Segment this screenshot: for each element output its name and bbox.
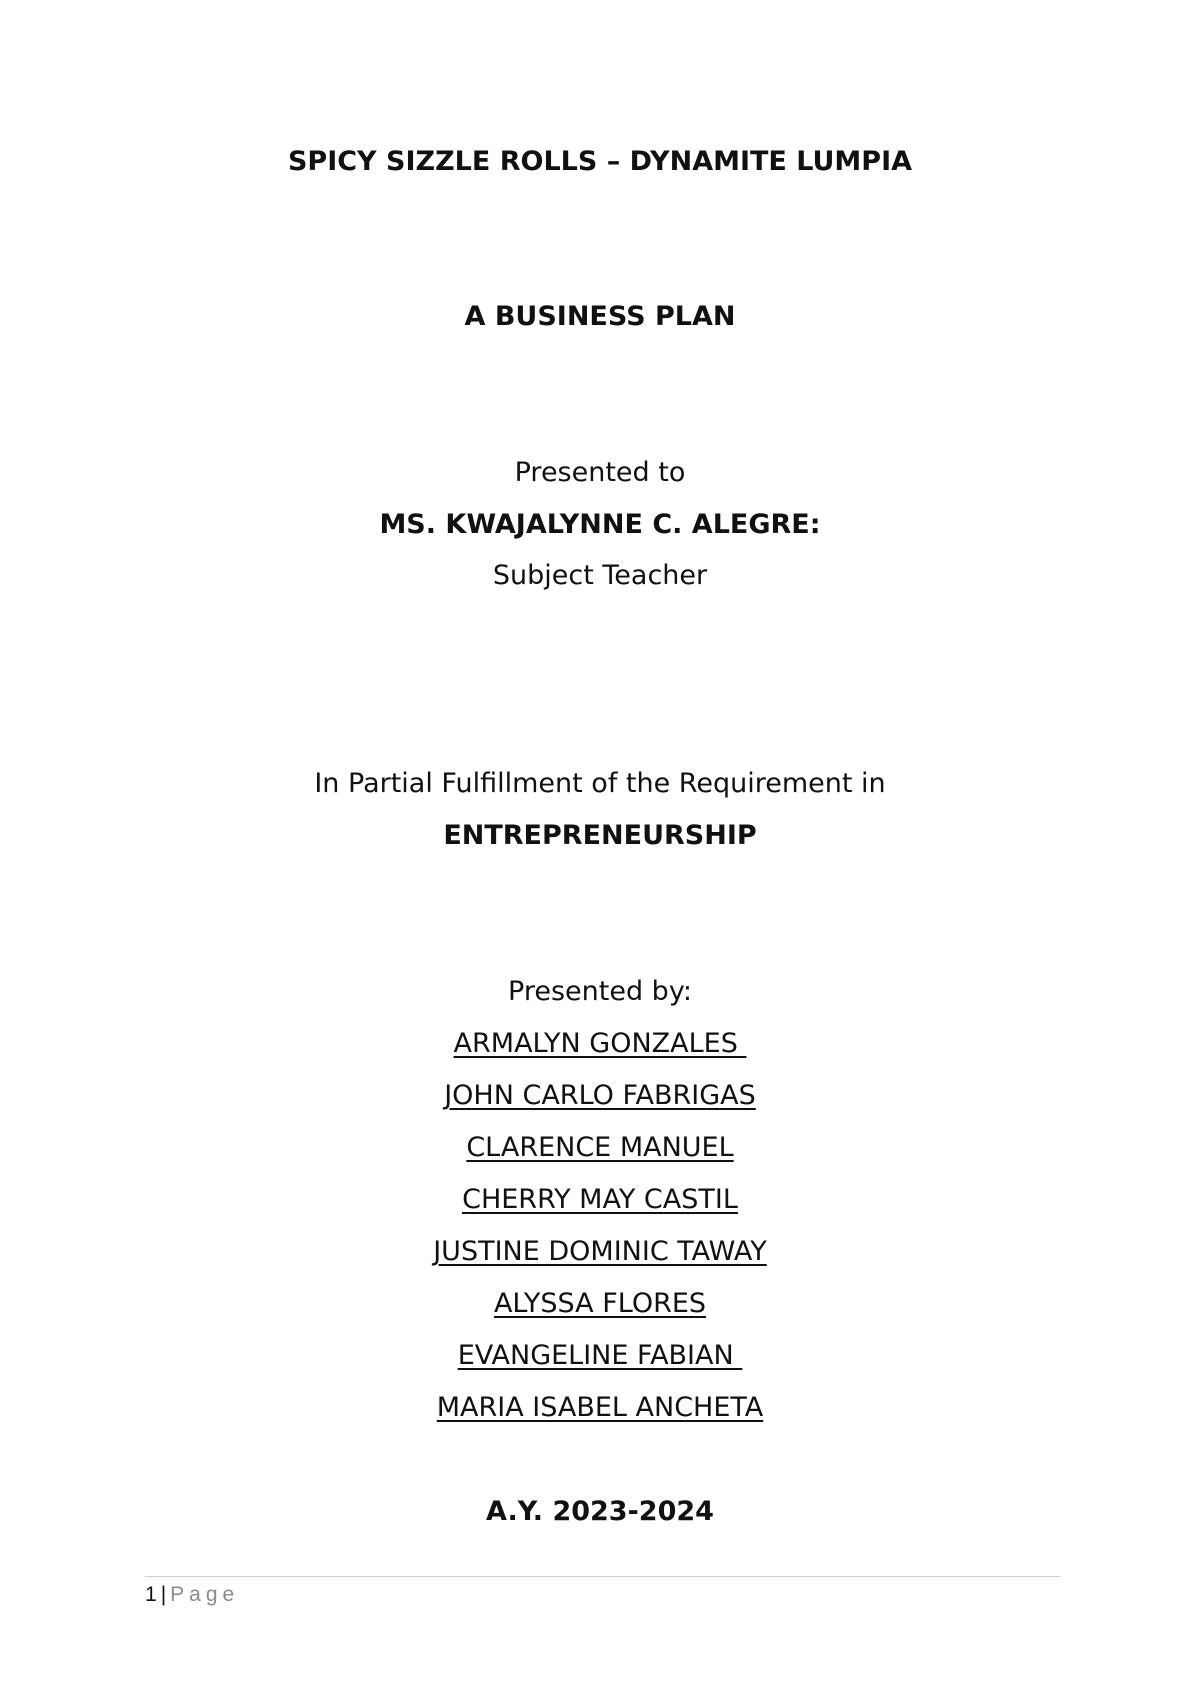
presented-to-label: Presented to xyxy=(514,457,686,488)
member-name: JOHN CARLO FABRIGAS xyxy=(444,1080,756,1111)
footer-divider xyxy=(145,1576,1060,1577)
teacher-role: Subject Teacher xyxy=(492,560,708,591)
member-name: ARMALYN GONZALES xyxy=(453,1028,747,1059)
document-title: SPICY SIZZLE ROLLS – DYNAMITE LUMPIA xyxy=(287,146,913,177)
document-subtitle: A BUSINESS PLAN xyxy=(464,301,736,332)
member-name: JUSTINE DOMINIC TAWAY xyxy=(433,1236,767,1267)
page-number: 1 xyxy=(145,1583,157,1606)
fulfillment-text: In Partial Fulfillment of the Requirement in xyxy=(314,768,886,799)
academic-year: A.Y. 2023-2024 xyxy=(486,1496,714,1527)
subject-name: ENTREPRENEURSHIP xyxy=(443,820,757,851)
member-name: EVANGELINE FABIAN xyxy=(457,1340,743,1371)
member-name: ALYSSA FLORES xyxy=(493,1288,707,1319)
member-name: MARIA ISABEL ANCHETA xyxy=(436,1392,764,1423)
footer-separator: | xyxy=(160,1583,167,1606)
member-name: CHERRY MAY CASTIL xyxy=(462,1184,738,1215)
page-footer xyxy=(145,1580,239,1610)
presented-by-label: Presented by: xyxy=(508,976,692,1007)
page-word: Page xyxy=(170,1583,240,1606)
teacher-name: MS. KWAJALYNNE C. ALEGRE: xyxy=(379,509,821,540)
member-name: CLARENCE MANUEL xyxy=(466,1132,734,1163)
